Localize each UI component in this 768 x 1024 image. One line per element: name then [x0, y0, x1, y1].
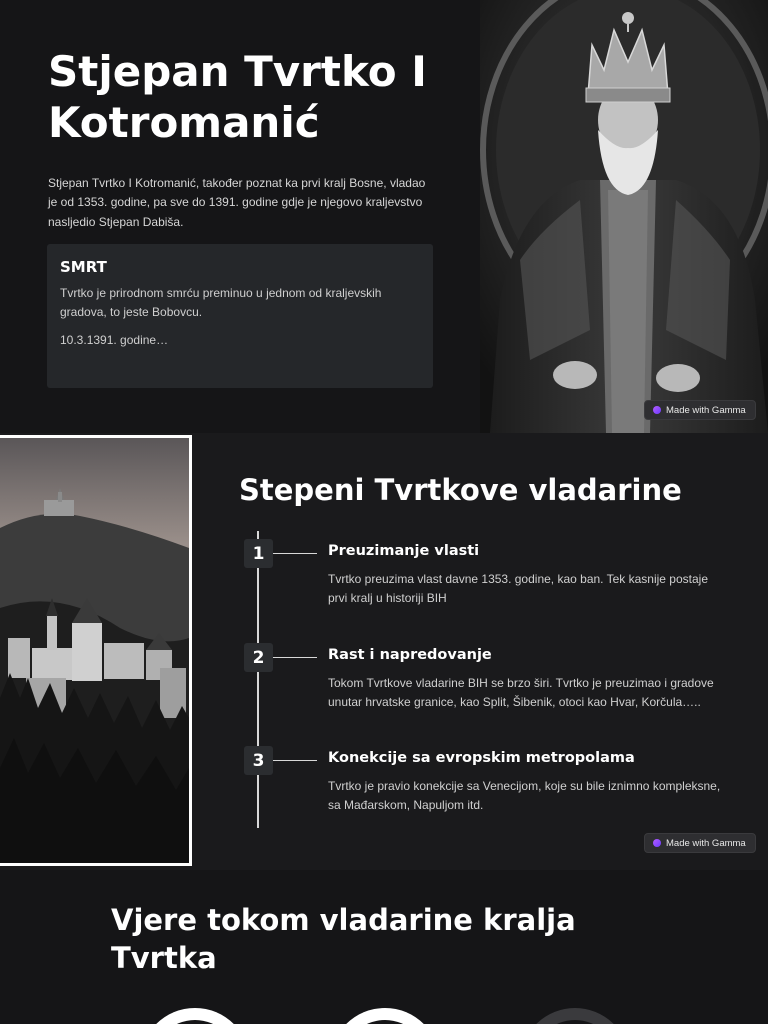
slide-reign-stages [0, 433, 768, 870]
step-number: 3 [244, 746, 273, 775]
badge-label: Made with Gamma [666, 404, 746, 416]
step-connector [273, 760, 317, 761]
donut-ring [330, 1008, 440, 1024]
page-title: Stjepan Tvrtko I Kotromanić [48, 47, 427, 148]
step-text: Tokom Tvrtkove vladarine BIH se brzo širi. Tvrtko je preuzimao i gradove unutar hrvatske granice, kao Split, Šibenik, otoci kao Hvar, Korčula….. [328, 676, 714, 710]
intro-text: Stjepan Tvrtko I Kotromanić, također poznat ka prvi kralj Bosne, vladao je od 1353. godine, pa sve do 1391. godine gdje je njegovo kraljevstvo nasljedio Stjepan Dabiša. [48, 176, 426, 229]
card-date: 10.3.1391. godine… [60, 332, 169, 347]
king-portrait-image [480, 0, 768, 433]
king-portrait-illustration [480, 0, 768, 433]
timeline-line [257, 531, 259, 828]
step-connector [273, 657, 317, 658]
death-card [47, 244, 433, 388]
gamma-logo-icon [653, 839, 661, 847]
step-title: Konekcije sa evropskim metropolama [328, 750, 635, 766]
step-number: 1 [244, 539, 273, 568]
gamma-logo-icon [653, 406, 661, 414]
castle-image [0, 435, 192, 866]
section-title: Vjere tokom vladarine kralja Tvrtka [111, 903, 576, 975]
card-title: SMRT [60, 258, 107, 276]
made-with-gamma-badge[interactable] [644, 400, 756, 420]
badge-label: Made with Gamma [666, 837, 746, 849]
step-text: Tvrtko je pravio konekcije sa Venecijom, koje su bile iznimno kompleksne, sa Mađarskom, Napuljom itd. [328, 779, 721, 813]
step-connector [273, 553, 317, 554]
section-title: Stepeni Tvrtkove vladarine [239, 473, 682, 507]
donut-ring [520, 1008, 630, 1024]
card-text: Tvrtko je prirodnom smrću preminuo u jednom od kraljevskih gradova, to jeste Bobovcu. [60, 286, 382, 320]
step-title: Preuzimanje vlasti [328, 543, 480, 559]
step-text: Tvrtko preuzima vlast davne 1353. godine, kao ban. Tek kasnije postaje prvi kralj u historiji BIH [328, 572, 709, 606]
slide-intro [0, 0, 768, 433]
castle-illustration [0, 438, 189, 863]
step-title: Rast i napredovanje [328, 647, 492, 663]
donut-ring [140, 1008, 250, 1024]
step-number: 2 [244, 643, 273, 672]
made-with-gamma-badge[interactable] [644, 833, 756, 853]
slide-religions [0, 870, 768, 1024]
